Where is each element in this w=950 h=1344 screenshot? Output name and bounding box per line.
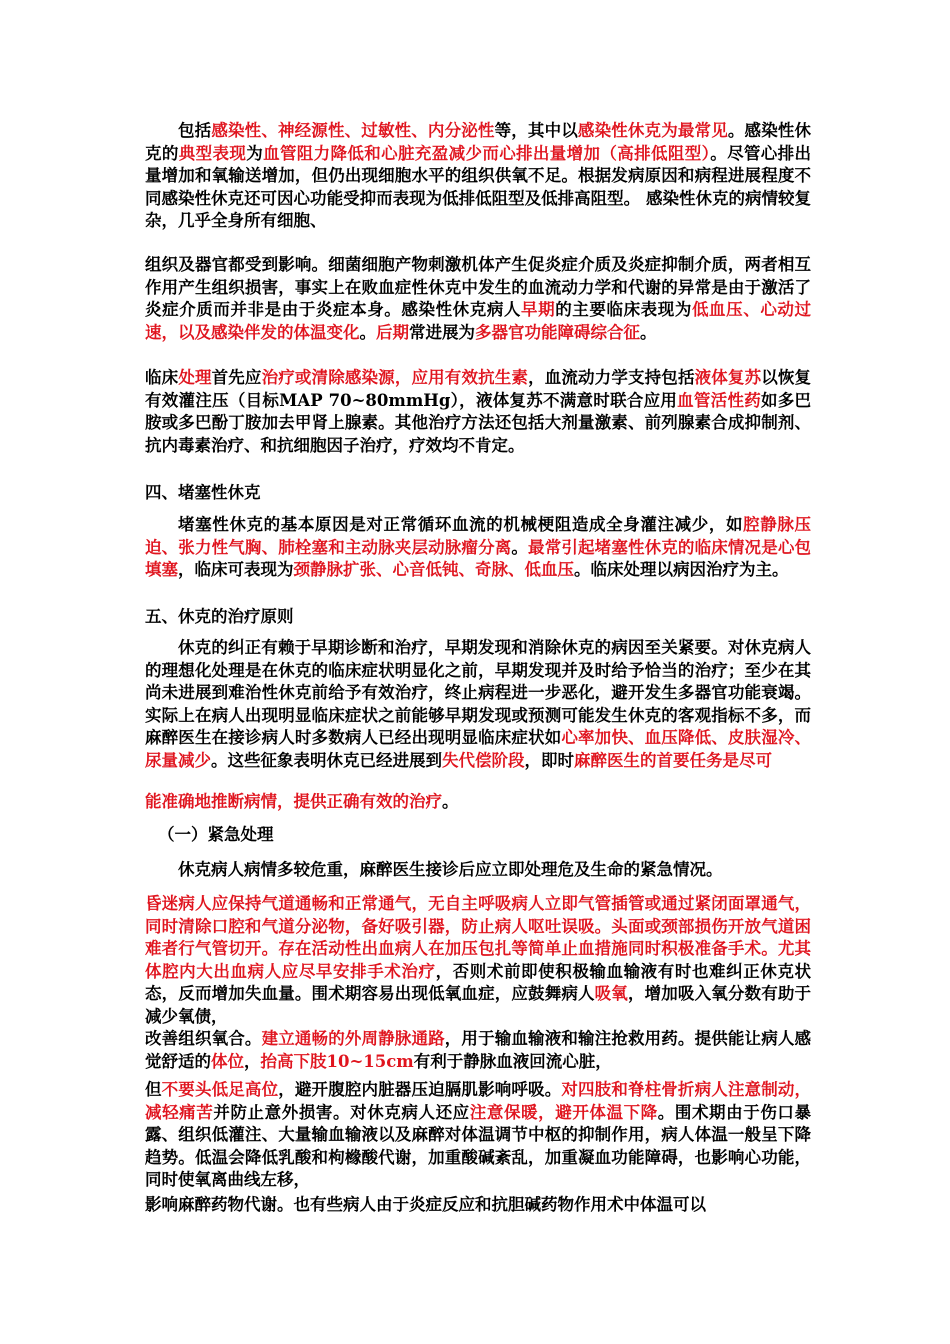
body-text: 。感染性休克的 [145,121,812,163]
highlighted-text: 失代偿阶段 [442,750,525,770]
highlighted-text: 最常引起堵塞性休克的临床情况是心包填塞 [145,537,812,580]
body-text: 包括 [178,121,212,140]
paragraph-emergency-intro [145,859,811,882]
paragraph-accurate-diagnosis [145,791,811,814]
body-text: 如多巴胺或多巴酚丁胺加去甲肾上腺素。其他治疗方法还包括大剂量激素、前列腺素合成抑制剂、抗内毒素治疗、和抗细胞因子治疗，疗效均不肯定。 [145,390,811,455]
highlighted-text: 血管阻力降低和心脏充盈减少而心排出量增加（高排低阻型） [263,143,711,163]
body-text: ，即时 [524,750,574,770]
heading-emergency-handling: （一）紧急处理 [158,825,274,844]
highlighted-text: 对四肢和脊柱骨折病人注意制动，减轻痛苦 [145,1080,812,1122]
body-text: 。 [359,322,376,342]
body-text: 的主要临床表现为 [555,300,692,320]
body-text: 但 [145,1080,162,1099]
body-text: 休克病人病情多较危重，麻醉医生接诊后应立即处理危及生命的紧急情况。 [178,860,723,879]
highlighted-text: 腔静脉压迫、张力性气胸、肺栓塞和主动脉夹层动脉瘤分离 [145,515,811,557]
highlighted-text: 建立通畅的外周静脉通路 [261,1029,445,1048]
body-text: 。临床处理以病因治疗为主。 [574,560,789,580]
body-text: ，血流动力学支持包括 [528,368,695,387]
body-text: ，避开腹腔内脏器压迫膈肌影响呼吸。 [278,1080,562,1099]
highlighted-text: 麻醉医生的首要任务是尽可 [574,750,772,770]
highlighted-text: 感染性休克为最常见 [577,121,728,140]
highlighted-text: 治疗或清除感染源，应用有效抗生素 [261,368,529,387]
body-text: 并防止意外损害。对休克病人还应 [213,1102,470,1122]
body-text: 有利于静脉血液回流心脏， [413,1051,612,1071]
body-text: ，用于输血输液和输注抢救用药。提供能让病人感觉舒适的 [145,1029,812,1071]
highlighted-text: 昏迷病人应保持气道通畅和正常通气，无自主呼吸病人立即气管插管或通过紧闭面罩通气，同时清除口腔和气道分泌物，备好吸引器，防止病人呕吐误吸。头面或颈部损伤开放气道困难者行气管切开。存在活动性出血病人在加压包扎等简单止血措施同时积极准备手术。尤其体腔内大出血病人应尽早安排手术治疗 [145,894,811,981]
body-text: ，增加吸入氧分数有助于减少氧债， [145,984,812,1026]
heading-treatment-principles: 五、休克的治疗原则 [145,607,294,626]
highlighted-text: 注意保暖，避开体温下降 [469,1102,658,1122]
highlighted-text: 低血压、心动过速，以及感染伴发的体温变化 [145,300,812,342]
heading-obstructive-shock: 四、堵塞性休克 [145,483,261,502]
body-text: ，临床可表现为 [178,560,294,580]
highlighted-text: 典型表现 [178,143,247,163]
highlighted-text: 吸氧 [594,984,628,1004]
paragraph-septic-effects [145,254,811,344]
highlighted-text: 后期 [376,322,409,342]
highlighted-text: 处理 [178,368,212,387]
body-text: 为 [246,143,264,163]
highlighted-text: 体位 [211,1051,244,1071]
paragraph-shock-types [145,120,811,233]
paragraph-venous-access [145,1028,811,1073]
body-text: 。 [511,537,529,557]
paragraph-obstructive-shock [145,514,811,582]
body-text: 常进展为 [409,322,475,342]
highlighted-text: 颈静脉扩张、心音低钝、奇脉、低血压 [293,560,574,580]
body-text: 组织及器官都受到影响。细菌细胞产物刺激机体产生促炎症介质及炎症抑制介质，两者相互作用产生组织损害，事实上在败血症性休克中发生的血流动力学和代谢的异常是由于激活了炎症介质而并非是由于炎症本身。感染性休克病人 [145,255,811,320]
body-text: 堵塞性休克的基本原因是对正常循环血流的机械梗阻造成全身灌注减少，如 [178,515,744,534]
paragraph-drug-metabolism [145,1194,811,1217]
highlighted-text: 液体复苏 [694,368,762,387]
paragraph-septic-treatment [145,367,811,457]
highlighted-text: 血管活性药 [677,390,761,410]
body-text: 休克的纠正有赖于早期诊断和治疗，早期发现和消除休克的病因至关紧要。对休克病人的理想化处理是在休克的临床症状明显化之前，早期发现并及时给予恰当的治疗；至少在其尚未进展到难治性休克前给予有效治疗，终止病程进一步恶化，避开发生多器官功能衰竭。实际上在病人出现明显临床症状之前能够早期发现或预测可能发生休克的客观指标不多，而麻醉医生在接诊病人时多数病人已经出现明显临床症状如 [145,638,811,748]
highlighted-text: 抬高下肢10~15cm [260,1051,414,1071]
highlighted-text: 多器官功能障碍综合征 [475,322,640,342]
body-text: 。尽管心排出量增加和氧输送增加，但仍出现细胞水平的组织供氧不足。根据发病原因和病程进展程度不同感染性休克还可因心功能受抑而表现为低排低阻型及低排高阻型。 感染性休克的病情较复杂，几乎全身所有细胞、 [145,143,812,231]
body-text: 。 [640,322,657,342]
paragraph-positioning-warmth [145,1079,811,1192]
highlighted-text: 感染性、神经源性、过敏性、内分泌性 [211,121,495,140]
body-text: 以恢复有效灌注压（目标MAP 70~80mmHg），液体复苏不满意时联合应用 [145,368,812,410]
highlighted-text: 心率加快、血压降低、皮肤湿冷、尿量减少 [145,728,812,770]
body-text: 。 [442,792,459,811]
body-text: 首先应 [211,368,262,387]
highlighted-text: 不要头低足高位 [161,1080,279,1099]
paragraph-treatment-principles [145,637,811,773]
body-text: 。这些征象表明休克已经进展到 [211,750,442,770]
body-text: 等，其中以 [494,121,578,140]
body-text: ， [244,1051,261,1071]
highlighted-text: 早期 [521,300,556,320]
body-text: 。围术期由于伤口暴露、组织低灌注、大量输血输液以及麻醉对体温调节中枢的抑制作用，病人体温一般呈下降趋势。低温会降低乳酸和枸橼酸代谢，加重酸碱紊乱，加重凝血功能障碍，也影响心功能，同时使氧离曲线左移， [145,1102,812,1190]
body-text: 改善组织氧合。 [145,1029,262,1048]
body-text: 影响麻醉药物代谢。也有些病人由于炎症反应和抗胆碱药物作用术中体温可以 [145,1195,706,1214]
body-text: ，否则术前即使积极输血输液有时也难纠正休克状态，反而增加失血量。围术期容易出现低氧血症，应鼓舞病人 [145,961,812,1004]
body-text: 临床 [145,368,179,387]
paragraph-airway-bleeding [145,893,811,1029]
highlighted-text: 能准确地推断病情，提供正确有效的治疗 [145,792,442,811]
